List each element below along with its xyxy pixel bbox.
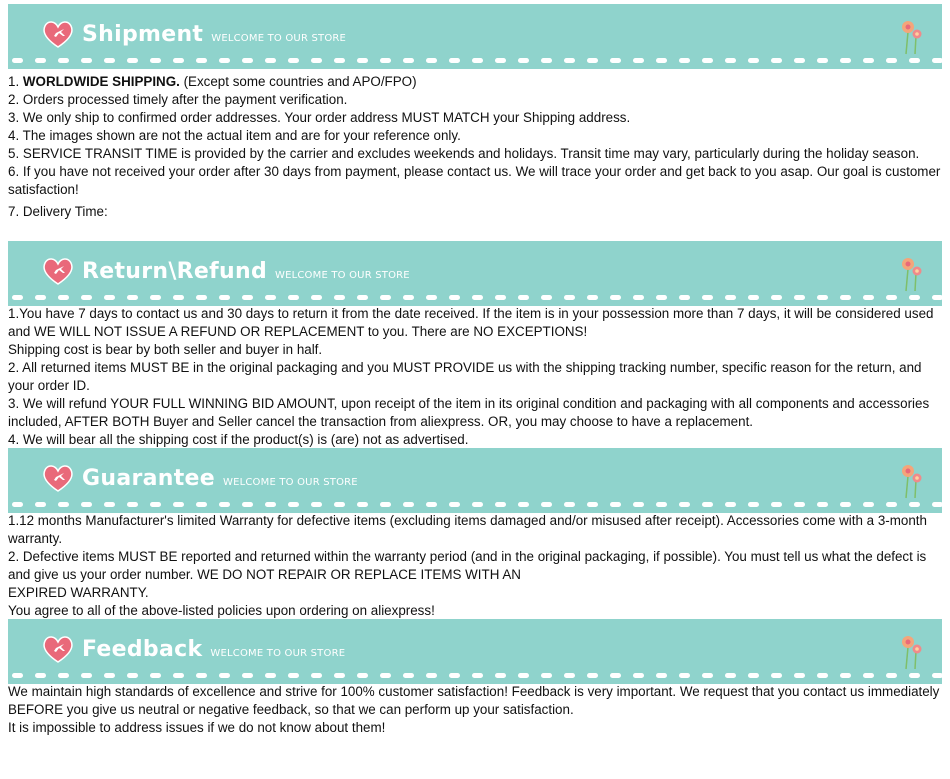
lollipop-flower-icon xyxy=(900,255,924,293)
section-title: Guarantee WELCOME TO OUR STORE xyxy=(82,466,358,491)
section-title: Shipment WELCOME TO OUR STORE xyxy=(82,22,347,47)
heart-airplane-icon xyxy=(42,256,74,286)
lollipop-flower-icon xyxy=(900,633,924,671)
stitched-dots-border xyxy=(8,57,942,64)
heart-airplane-icon xyxy=(42,634,74,664)
section-title: Feedback WELCOME TO OUR STORE xyxy=(82,637,346,662)
return-refund-banner xyxy=(8,241,942,306)
shipment-banner xyxy=(8,4,942,69)
heart-airplane-icon xyxy=(42,463,74,493)
lollipop-flower-icon xyxy=(900,18,924,56)
return-refund-text: 1.You have 7 days to contact us and 30 days to return it from the date received. If the item is in your possession more than 7 days, it will be considered used and WE WILL NOT ISSUE A REFUND OR REPLACEMENT to you. There are NO EXCEPTIONS! Shipping cost is bear by both seller and buyer in half. 2. All returned items MUST BE in the original packaging and you MUST PROVIDE us with the shipping tracking number, specific reason for the return, and your order ID. 3. We will refund YOUR FULL WINNING BID AMOUNT, upon receipt of the item in its original condition and packaging with all components and accessories included, AFTER BOTH Buyer and Seller cancel the transaction from aliexpress. OR, you may choose to have a replacement. 4. We will bear all the shipping cost if the product(s) is (are) not as advertised. xyxy=(8,306,934,447)
lollipop-flower-icon xyxy=(900,462,924,500)
guarantee-banner xyxy=(8,448,942,513)
stitched-dots-border xyxy=(8,501,942,508)
feedback-text: We maintain high standards of excellence and strive for 100% customer satisfaction! Feedback is very important. We request that you contact us immediately BEFORE you give us neutral or negative feedback, so that we can perform up your satisfaction. It is impossible to address issues if we do not know about them! xyxy=(8,684,940,735)
guarantee-text: 1.12 months Manufacturer's limited Warranty for defective items (excluding items damaged and/or misused after receipt). Accessories come with a 3-month warranty. 2. Defective items MUST BE reported and returned within the warranty period (and in the original packaging, if possible). You must tell us what the defect is and give us your order number. WE DO NOT REPAIR OR REPLACE ITEMS WITH AN EXPIRED WARRANTY. You agree to all of the above-listed policies upon ordering on aliexpress! xyxy=(8,513,927,618)
stitched-dots-border xyxy=(8,294,942,301)
shipment-text: 1. WORLDWIDE SHIPPING. (Except some countries and APO/FPO) 2. Orders processed timely after the payment verification. 3. We only ship to confirmed order addresses. Your order address MUST MATCH your Shipping address. 4. The images shown are not the actual item and are for your reference only. 5. SERVICE TRANSIT TIME is provided by the carrier and excludes weekends and holidays. Transit time may vary, particularly during the holiday season. 6. If you have not received your order after 30 days from payment, please contact us. We will trace your order and get back to you asap. Our goal is customer satisfaction! 7. Delivery Time: xyxy=(8,74,941,219)
section-title: Return\Refund WELCOME TO OUR STORE xyxy=(82,259,410,284)
stitched-dots-border xyxy=(8,672,942,679)
feedback-banner xyxy=(8,619,942,684)
heart-airplane-icon xyxy=(42,19,74,49)
